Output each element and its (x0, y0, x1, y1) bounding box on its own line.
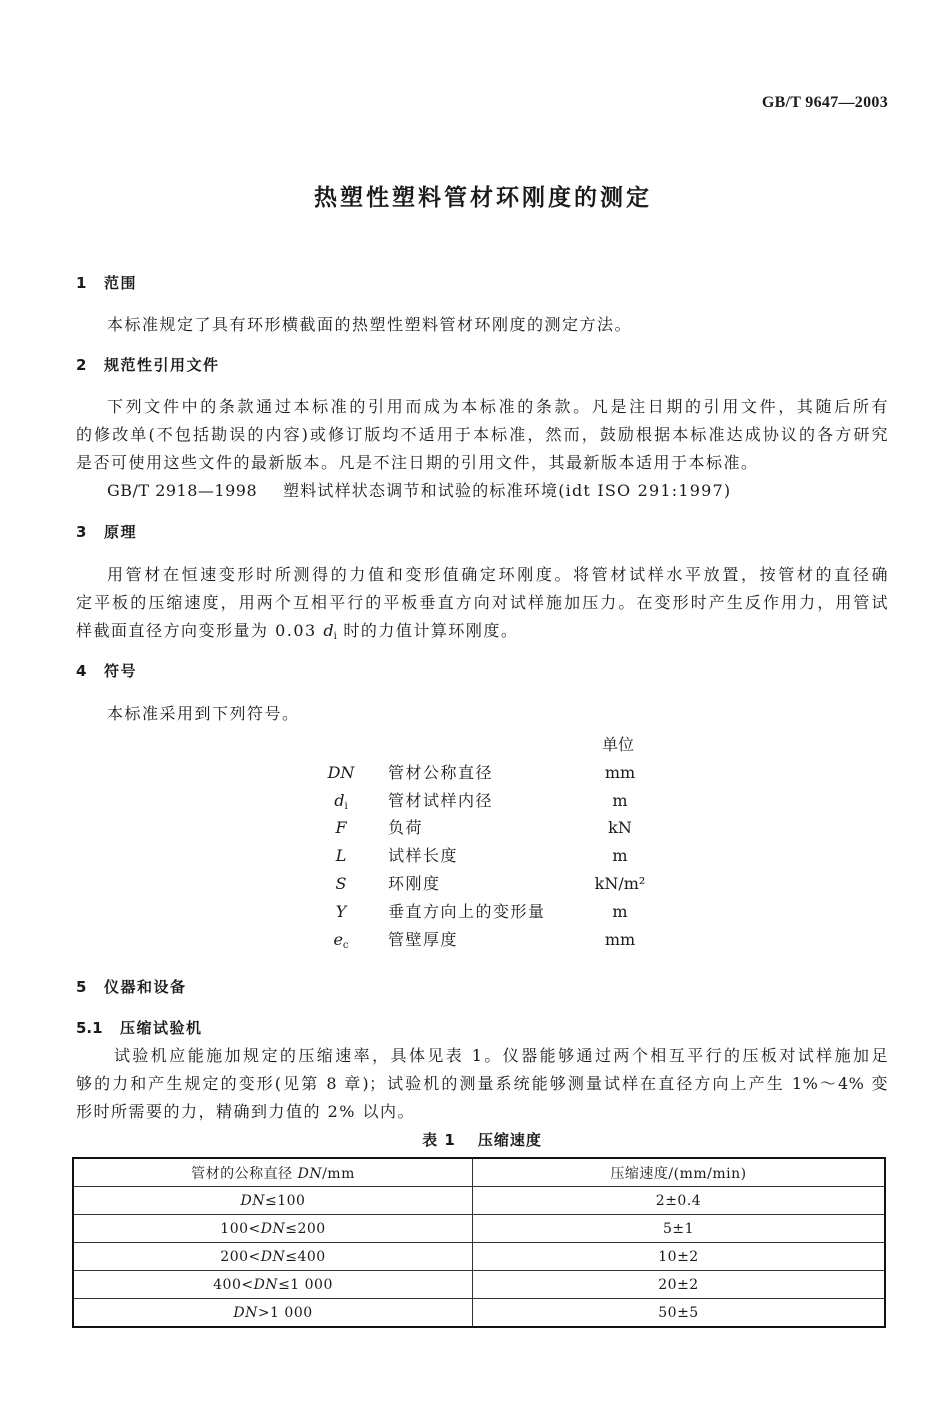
section-4-heading (76, 657, 137, 685)
header-unit: /mm (322, 1165, 355, 1182)
symbol-d: d (323, 621, 334, 640)
section-number: 4 (76, 662, 87, 680)
paragraph-line: 形时所需要的力，精确到力值的 2% 以内。 (76, 1102, 416, 1121)
symbol-unit: m (612, 902, 628, 921)
symbol-unit: m (612, 846, 628, 865)
table-header-row (73, 1158, 885, 1187)
symbol: DN (327, 763, 355, 782)
paragraph-line: 用管材在恒速变形时所测得的力值和变形值确定环刚度。将管材试样水平放置，按管材的直径确 (107, 565, 888, 584)
section-1-text: 本标准规定了具有环形横截面的热塑性塑料管材环刚度的测定方法。 (107, 315, 633, 334)
section-2-heading (76, 351, 220, 379)
range-symbol: DN (253, 1276, 279, 1293)
range-suffix: ≤400 (285, 1248, 326, 1265)
table-label: 表 1 (422, 1131, 456, 1149)
symbol (321, 787, 361, 815)
symbol: L (335, 846, 347, 865)
speed-cell: 10±2 (473, 1243, 886, 1271)
paragraph-line: 的修改单(不包括勘误的内容)或修订版均不适用于本标准，然而，鼓励根据本标准达成协议的各方研究 (76, 425, 888, 444)
header-symbol: DN (297, 1165, 323, 1182)
symbol (321, 926, 361, 954)
table-row (73, 1215, 885, 1243)
section-title: 符号 (104, 662, 138, 680)
range-prefix: 400< (213, 1276, 254, 1293)
symbol-unit: kN/m² (594, 874, 646, 893)
symbol: S (335, 874, 347, 893)
paragraph-line: 试验机应能施加规定的压缩速率，具体见表 1。仪器能够通过两个相互平行的压板对试样施加足 (114, 1046, 888, 1065)
table-row (73, 1299, 885, 1328)
unit-column-header: 单位 (601, 735, 634, 754)
line-text: 时的力值计算环刚度。 (336, 621, 519, 640)
table-row (73, 1243, 885, 1271)
range-suffix: >1 000 (257, 1304, 313, 1321)
symbol-subscript: i (344, 801, 348, 812)
symbol-letter: d (334, 791, 345, 810)
section-3-heading (76, 518, 137, 546)
symbol-name: 环刚度 (388, 874, 441, 893)
section-5-heading (76, 973, 187, 1001)
symbol-name: 试样长度 (388, 846, 459, 865)
standard-code: GB/T 9647—2003 (761, 94, 888, 111)
speed-cell: 20±2 (473, 1271, 886, 1299)
normative-reference (107, 477, 731, 505)
section-4-intro: 本标准采用到下列符号。 (107, 704, 300, 723)
symbol-letter: e (333, 930, 343, 949)
compression-speed-table (72, 1157, 886, 1328)
document-title: 热塑性塑料管材环刚度的测定 (314, 185, 652, 211)
table-caption (282, 1126, 682, 1154)
speed-cell: 50±5 (473, 1299, 886, 1328)
symbol-unit: mm (604, 930, 636, 949)
section-number: 2 (76, 356, 87, 374)
symbol: F (335, 818, 347, 837)
paragraph-line: 是否可使用这些文件的最新版本。凡是不注日期的引用文件，其最新版本适用于本标准。 (76, 453, 759, 472)
paragraph-line: 够的力和产生规定的变形(见第 8 章)；试验机的测量系统能够测量试样在直径方向上产生 1%～4% 变 (76, 1074, 888, 1093)
diameter-range-cell (73, 1243, 473, 1271)
table-row (73, 1187, 885, 1215)
range-symbol: DN (233, 1304, 258, 1321)
section-number: 3 (76, 523, 87, 541)
section-number: 5.1 (76, 1019, 103, 1037)
diameter-range-cell (73, 1271, 473, 1299)
section-title: 仪器和设备 (104, 978, 187, 996)
range-prefix: 100< (220, 1220, 261, 1237)
section-title: 范围 (104, 274, 138, 292)
table-caption-text: 压缩速度 (477, 1131, 542, 1149)
range-symbol: DN (260, 1220, 286, 1237)
symbol-name: 垂直方向上的变形量 (388, 902, 546, 921)
range-symbol: DN (240, 1192, 266, 1209)
paragraph-line (76, 617, 518, 645)
reference-code: GB/T 2918—1998 (107, 481, 258, 500)
section-1-heading (76, 269, 137, 297)
column-header-compression-speed: 压缩速度/(mm/min) (473, 1158, 886, 1187)
paragraph-line: 定平板的压缩速度，用两个互相平行的平板垂直方向对试样施加压力。在变形时产生反作用力，用管试 (76, 593, 888, 612)
range-symbol: DN (260, 1248, 286, 1265)
symbol-subscript: c (342, 940, 349, 951)
section-number: 1 (76, 274, 87, 292)
reference-title: 塑料试样状态调节和试验的标准环境(idt ISO 291:1997) (283, 481, 732, 500)
symbol-name: 负荷 (388, 818, 424, 837)
symbol-name: 管材试样内径 (388, 791, 494, 810)
symbol-name: 管材公称直径 (388, 763, 494, 782)
range-prefix: 200< (220, 1248, 261, 1265)
diameter-range-cell (73, 1299, 473, 1328)
section-title: 规范性引用文件 (104, 356, 220, 374)
section-5-1-heading (76, 1014, 203, 1042)
section-title: 压缩试验机 (120, 1019, 203, 1037)
symbol-name: 管壁厚度 (388, 930, 459, 949)
section-title: 原理 (104, 523, 138, 541)
diameter-range-cell (73, 1187, 473, 1215)
range-suffix: ≤100 (265, 1192, 306, 1209)
paragraph-line: 下列文件中的条款通过本标准的引用而成为本标准的条款。凡是注日期的引用文件，其随后所有 (107, 397, 888, 416)
section-number: 5 (76, 978, 87, 996)
range-suffix: ≤1 000 (278, 1276, 333, 1293)
symbol-unit: kN (608, 818, 632, 837)
header-text: 管材的公称直径 (191, 1165, 298, 1182)
symbol-unit: mm (604, 763, 636, 782)
speed-cell: 5±1 (473, 1215, 886, 1243)
line-text: 样截面直径方向变形量为 0.03 (76, 621, 324, 640)
range-suffix: ≤200 (285, 1220, 326, 1237)
diameter-range-cell (73, 1215, 473, 1243)
symbol-subscript: i (333, 631, 337, 642)
table-row (73, 1271, 885, 1299)
symbol: Y (335, 902, 347, 921)
symbol-unit: m (612, 791, 628, 810)
speed-cell: 2±0.4 (473, 1187, 886, 1215)
column-header-nominal-diameter (73, 1158, 473, 1187)
